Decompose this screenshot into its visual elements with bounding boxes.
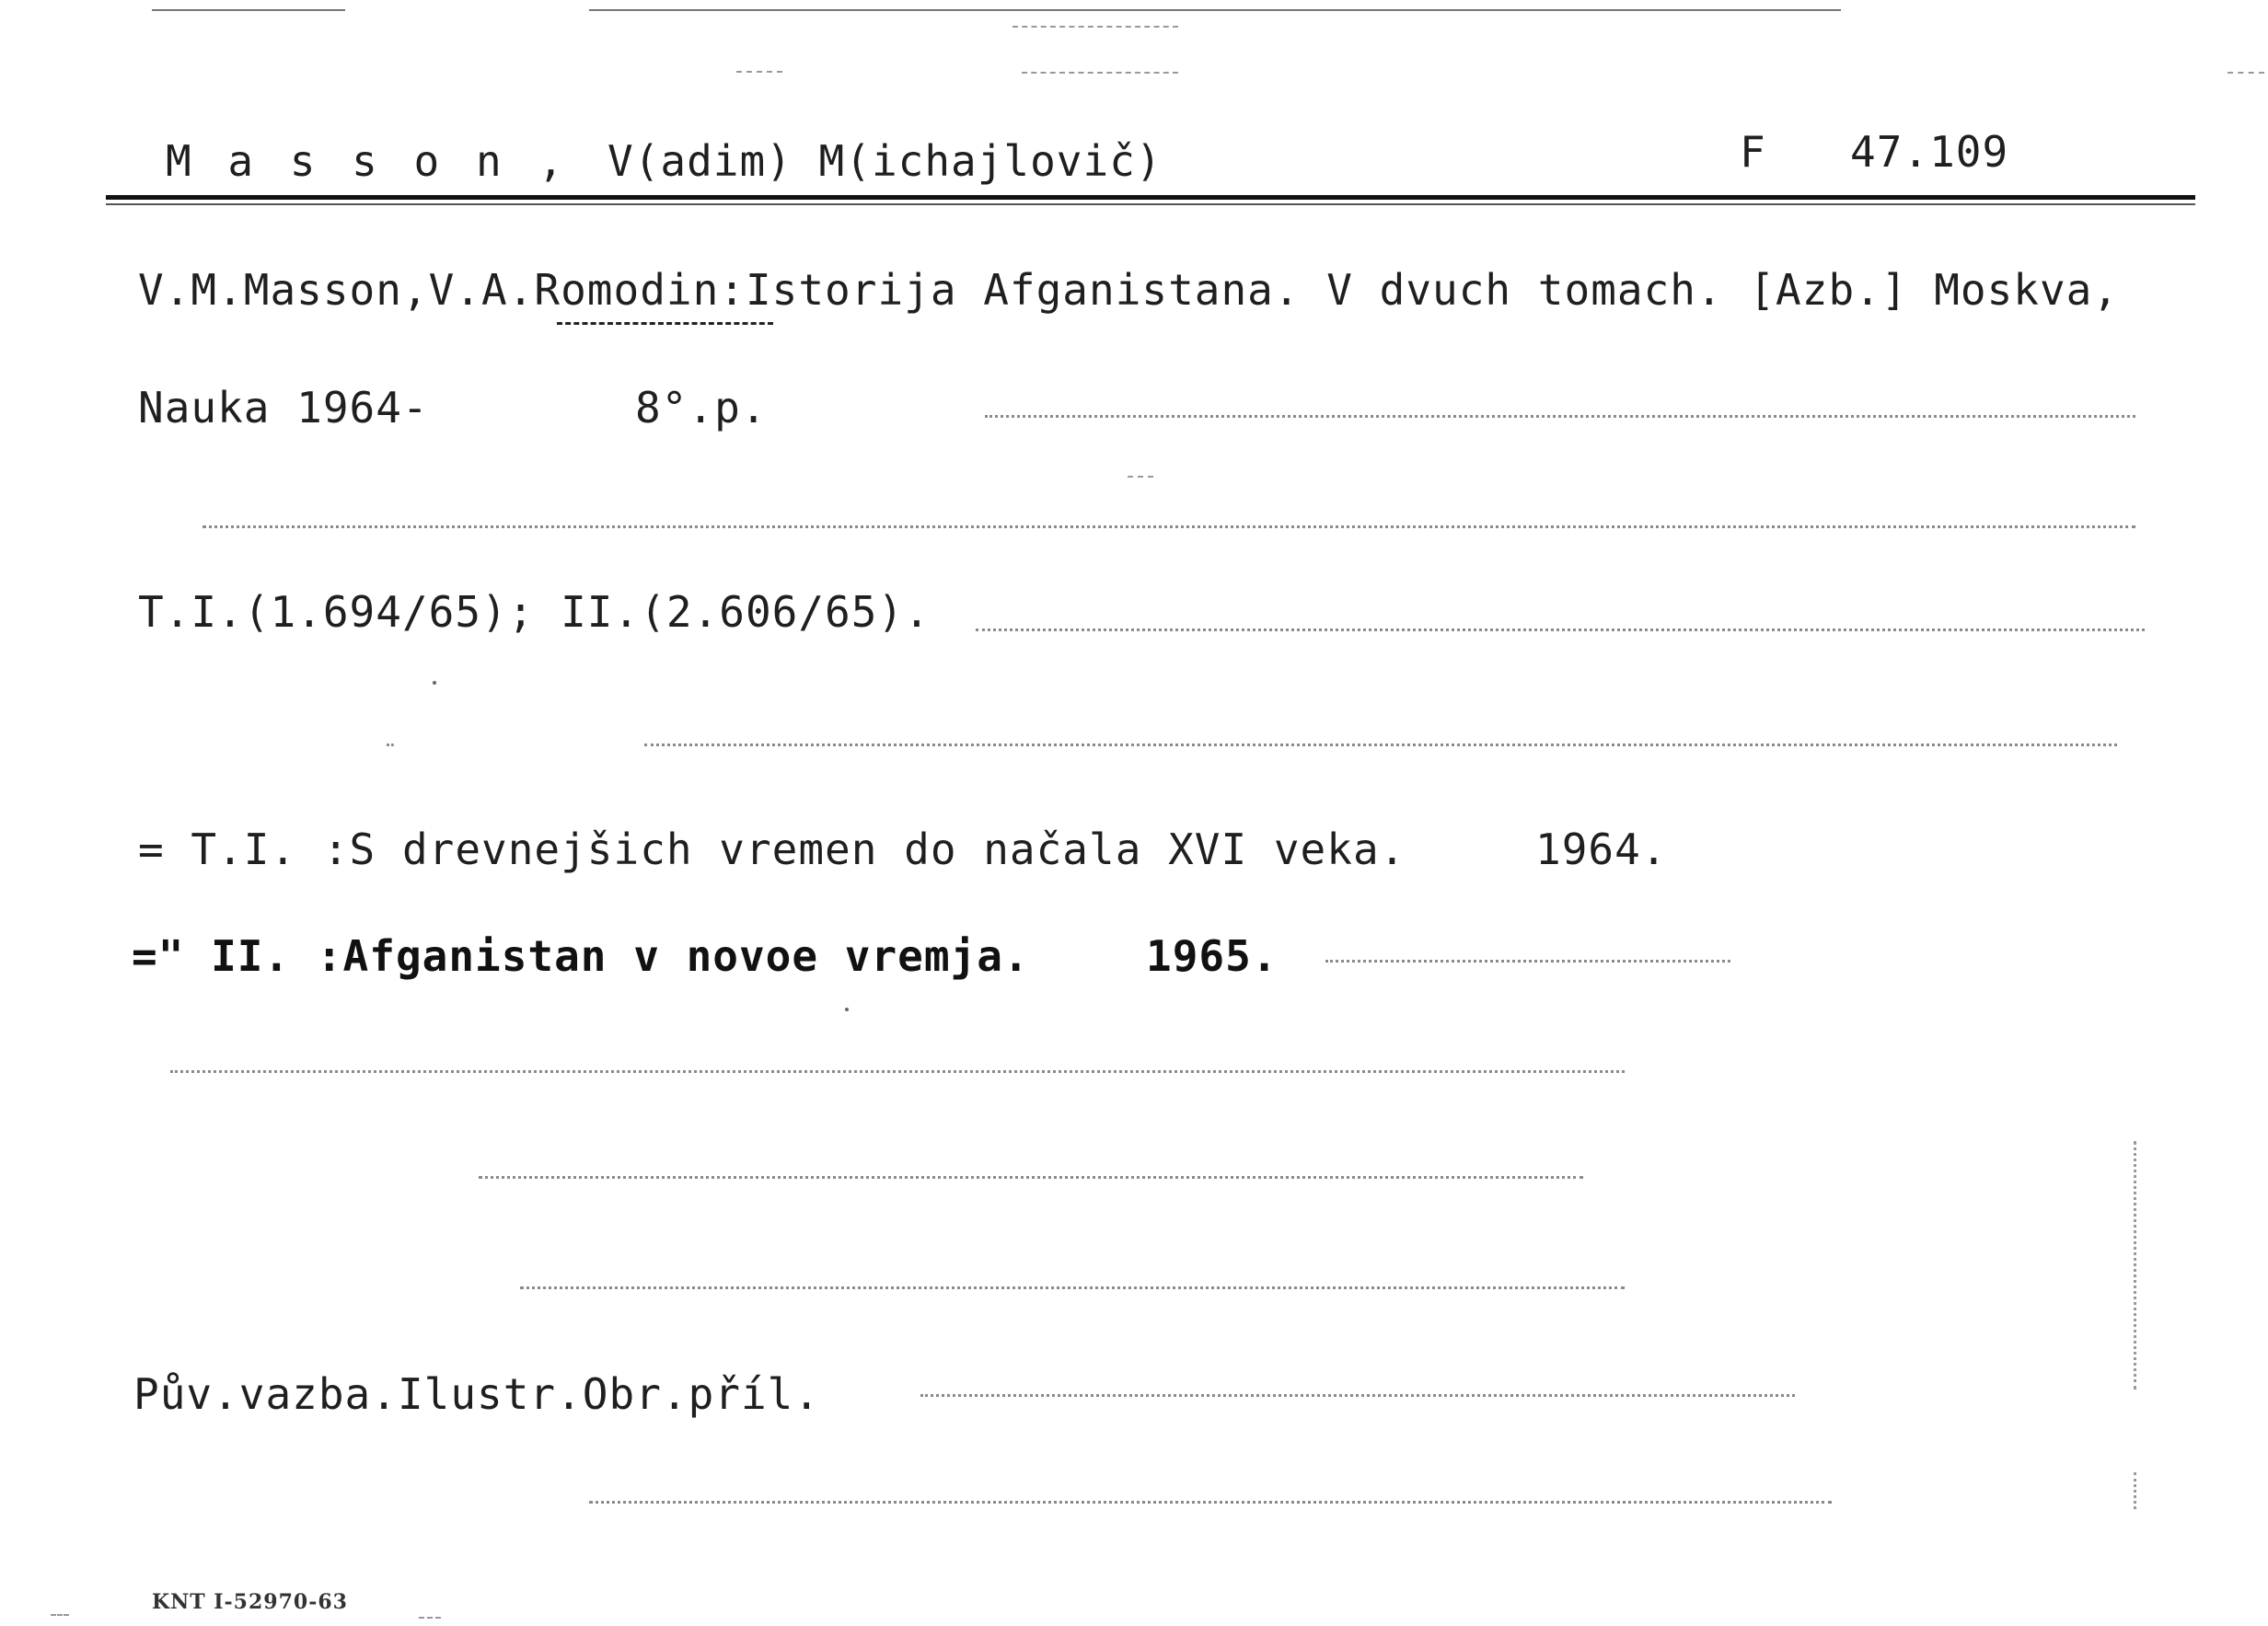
faint-mark — [1128, 474, 1153, 478]
top-dash-mark — [1012, 24, 1178, 28]
publisher-dotted-line — [985, 412, 2135, 418]
title-underline — [557, 320, 773, 325]
author-surname: M a s s o n , — [166, 136, 570, 186]
header-rule — [106, 195, 2195, 200]
dotted-line-2 — [202, 523, 2135, 528]
dotted-line-5 — [479, 1173, 1583, 1179]
contents-volume-1: = T.I. :S drevnejšich vremen do načala XVI veka. — [138, 825, 1406, 874]
top-dash-mark-2 — [736, 69, 782, 73]
title-statement: V.M.Masson,V.A.Romodin:Istorija Afganistana. V dvuch tomach. [Azb.] Moskva, — [138, 265, 2120, 315]
bottom-dash — [51, 1612, 69, 1616]
physical-notes: Pův.vazba.Ilustr.Obr.příl. — [133, 1369, 821, 1419]
format: 8°.p. — [635, 383, 768, 432]
dotted-line-3b — [387, 741, 394, 746]
volumes-statement: T.I.(1.694/65); II.(2.606/65). — [138, 587, 931, 637]
right-margin-dots-2 — [2134, 1472, 2139, 1509]
top-rule-right — [589, 9, 1841, 11]
publisher-year: Nauka 1964- — [138, 383, 429, 432]
top-dash-mark-3 — [1022, 70, 1178, 74]
shelfmark: 47.109 — [1850, 127, 2009, 177]
contents-dotted-line — [1325, 957, 1730, 963]
contents-volume-2-year: 1965. — [1146, 931, 1279, 981]
contents-volume-2: =" II. :Afganistan v novoe vremja. — [132, 931, 1030, 981]
bottom-dash-2 — [419, 1615, 441, 1619]
notes-dotted-line — [920, 1391, 1795, 1397]
right-margin-dots — [2134, 1141, 2139, 1390]
header-rule-shadow — [106, 203, 2195, 205]
contents-volume-1-year: 1964. — [1535, 825, 1668, 874]
speck-2 — [845, 1008, 849, 1011]
printer-mark: KNT I-52970-63 — [152, 1590, 348, 1614]
volumes-dotted-line — [976, 626, 2145, 631]
author-given-names: V(adim) M(ichajlovič) — [608, 136, 1163, 186]
collection-letter: F — [1740, 127, 1766, 177]
dotted-line-4 — [170, 1067, 1625, 1073]
top-rule-left — [152, 9, 345, 11]
speck — [433, 681, 436, 685]
dotted-line-6 — [520, 1284, 1625, 1289]
top-dash-mark-4 — [2228, 70, 2264, 74]
dotted-line-3 — [644, 741, 2117, 746]
dotted-line-7 — [589, 1498, 1832, 1504]
